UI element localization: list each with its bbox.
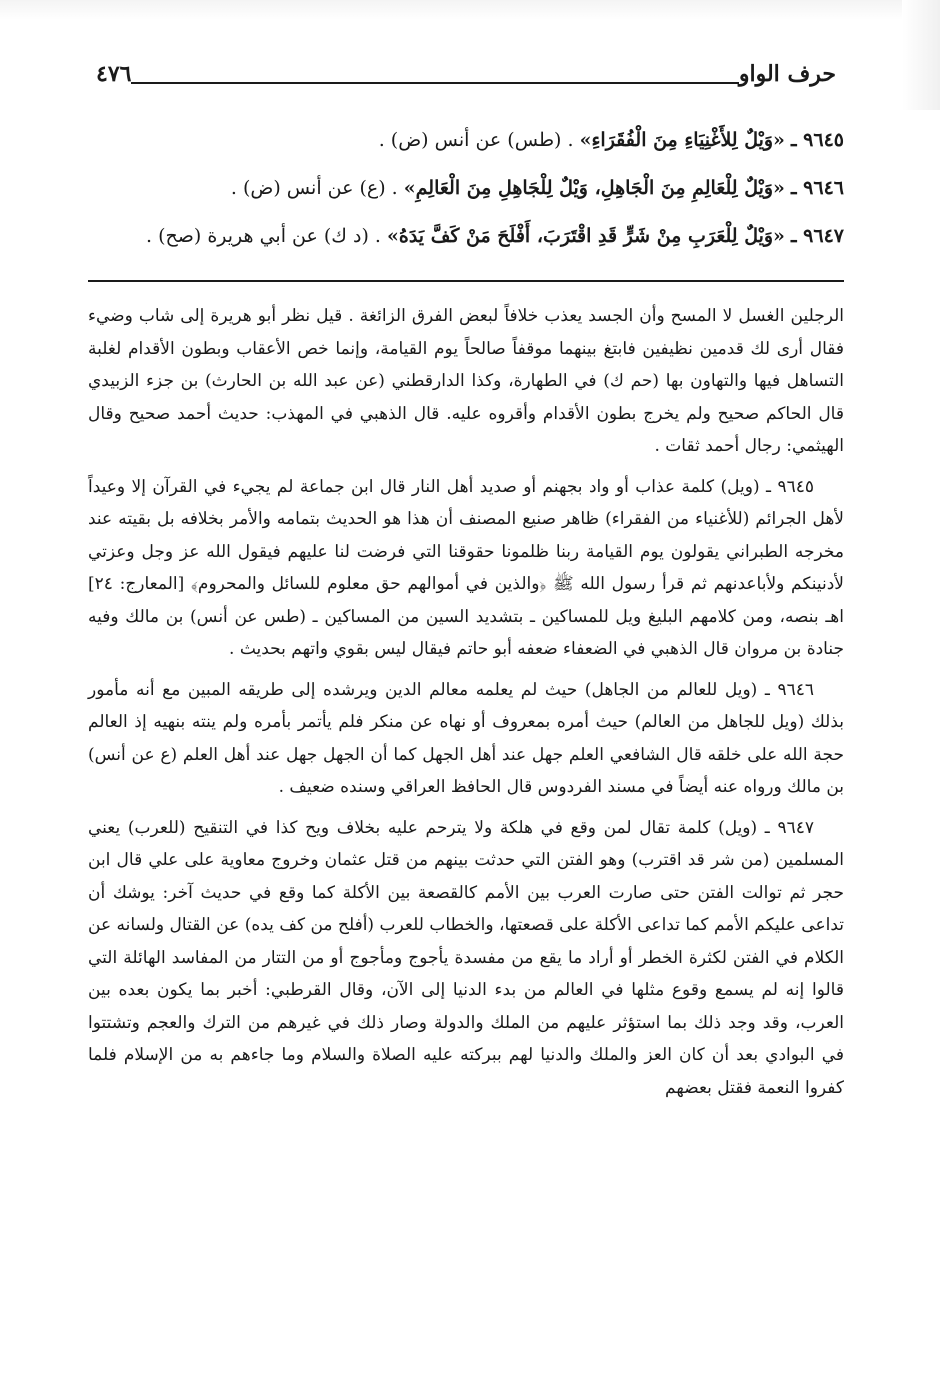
hadith-number: ٩٦٤٧ ـ [790,225,844,247]
book-page [88,52,844,1352]
commentary-paragraph: ٩٦٤٦ ـ (ويل للعالم من الجاهل) حيث لم يعلمه معالم الدين ويرشده إلى طريقه المبين مع أنه مأمور بذلك (ويل للجاهل من العالم) حيث أمره بمعروف أو نهاه عن منكر فلم يأتمر بأمره ولم ينته بنهيه إذ العالم حجة الله على خلقه قال الشافعي العلم جهل عند أهل الجهل كما أن الجهل جهل عند أهل العلم (ع عن أنس) بن مالك ورواه عنه أيضاً في مسند الفردوس قال الحافظ العراقي وسنده ضعيف . [88,679,844,797]
page-number: ٤٧٦ [88,61,131,87]
hadith-entries [88,116,844,260]
hadith-number: ٩٦٤٥ ـ [790,129,844,151]
hadith-number: ٩٦٤٦ ـ [790,177,844,199]
commentary-paragraph: ٩٦٤٧ ـ (ويل) كلمة تقال لمن وقع في هلكة ولا يترحم عليه بخلاف ويح كذا في التنقيح (للعرب) يعني المسلمين (من شر قد اقترب) وهو الفتن التي حدثت بينهم من قتل عثمان وخروج معاوية على علي قال ابن حجر ثم توالت الفتن حتى صارت العرب بين الأمم كالقصعة بين الأكلة كما وقع في حديث آخر: يوشك أن تداعى عليكم الأمم كما تداعى الأكلة على قصعتها، والخطاب للعرب (أفلح من كف يده) عن القتال ولسانه عن الكلام في الفتن لكثرة الخطر أو أراد ما يقع من مفسدة يأجوج ومأجوج أو من التتار من المفاسد الهائلة التي قالوا إنه لم يسمع وقوع مثلها في العالم من بدء الدنيا إلى الآن، وقال القرطبي: أخبر بما يكون بعده بين العرب، وقد وجد ذلك بما استؤثر عليهم من الملك والدولة وصار ذلك في غيرهم من الترك والعجم وتشتتوا في البوادي بعد أن كان العز والملك والدنيا لهم ببركته عليه الصلاة والسلام وما جاءهم به من الإسلام فلما كفروا النعمة فقتل بعضهم [88,817,844,1098]
commentary-paragraph: ٩٦٤٥ ـ (ويل) كلمة عذاب أو واد بجهنم أو صديد أهل النار قال ابن جماعة لم يجيء في القرآن إلا وعيداً لأهل الجرائم (للأغنياء من الفقراء) ظاهر صنيع المصنف أن هذا هو الحديث بتمامه والأمر بخلافه بل بقيته عند مخرجه الطبراني يقولون يوم القيامة ربنا ظلمونا حقوقنا التي فرضت لنا عليهم فيقول الله عز وجل وعزتي لأدنينكم ولأباعدنهم ثم قرأ رسول الله ﷺ ﴿والذين في أموالهم حق معلوم للسائل والمحروم﴾ [المعارج: ٢٤] اهـ بنصه، ومن كلامهم البليغ ويل للمساكين ـ بتشديد السين من المساكين ـ (طس عن أنس) بن مالك وفيه جنادة بن مروان قال الذهبي في الضعفاء ضعفه أبو حاتم فيقال ليس بقوي واتهم بحديث . [88,476,844,659]
hadith-text: «وَيْلٌ لِلأَغْنِيَاءِ مِنَ الْفُقَرَاءِ» [579,129,785,151]
commentary-paragraph: الرجلين الغسل لا المسح وأن الجسد يعذب خلافاً لبعض الفرق الزائغة . قيل نظر أبو هريرة إلى شاب وضيء فقال أرى لك قدمين نظيفين فابتغ بينهما موقفاً صالحاً يوم القيامة، وإنما خص الأعقاب وبطون الأقدام لغلبة التساهل فيها والتهاون بها (حم ك) في الطهارة، وكذا الدارقطني (عن عبد الله بن الحارث) بن جزء الزبيدي قال الحاكم صحيح ولم يخرج بطون الأقدام وأقروه عليه. قال الذهبي في المهذب: حديث أحمد صحيح وقال الهيثمي: رجال أحمد ثقات . [88,306,844,456]
hadith-entry-9647 [88,212,844,260]
hadith-entry-9646 [88,164,844,212]
scan-top-edge [0,0,940,20]
hadith-source: . (ع) عن أنس (ض) . [230,177,398,199]
hadith-source: . (د ك) عن أبي هريرة (صح) . [145,225,381,247]
scan-right-edge [902,0,940,110]
running-header [88,52,844,96]
hadith-text: «وَيْلٌ لِلْعَالِمِ مِنَ الْجَاهِلِ، وَيْلٌ لِلْجَاهِلِ مِنَ الْعَالِمِ» [403,177,785,199]
section-title: حرف الواو [739,61,844,87]
commentary [88,300,844,1104]
header-rule [88,82,844,84]
hadith-source: . (طس) عن أنس (ض) . [378,129,574,151]
section-divider [88,280,844,282]
hadith-text: «وَيْلٌ لِلْعَرَبِ مِنْ شَرٍّ قَدِ اقْتَرَبَ، أَفْلَحَ مَنْ كَفَّ يَدَهُ» [387,225,785,247]
hadith-entry-9645 [88,116,844,164]
